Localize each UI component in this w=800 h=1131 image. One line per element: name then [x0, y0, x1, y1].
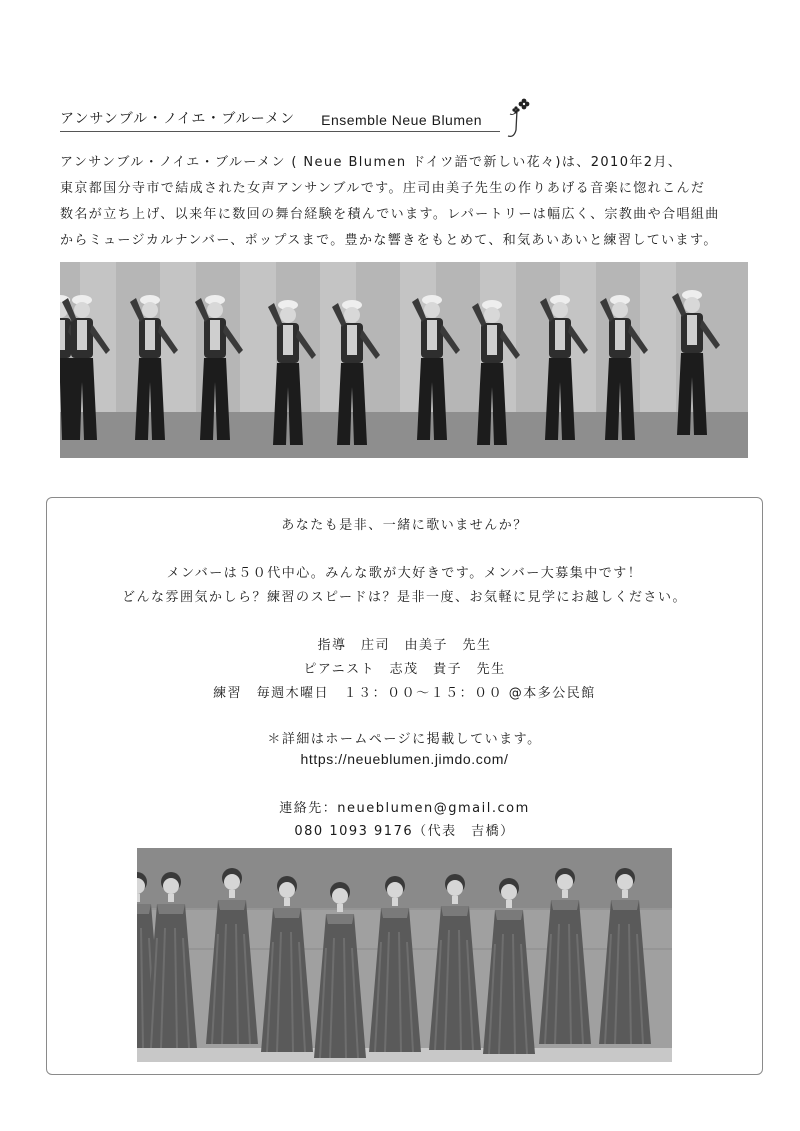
title-english: Ensemble Neue Blumen [321, 112, 483, 128]
members-text: メンバーは５０代中心。みんな歌が大好きです。メンバー大募集中です！ [166, 566, 643, 581]
website-link[interactable]: https://neueblumen.jimdo.com/ [300, 751, 509, 767]
practice-schedule: 練習 毎週木曜日 １３：００～１５：００ @本多公民館 [213, 686, 596, 701]
pianist-text: ピアニスト 志茂 貴子 先生 [303, 662, 506, 677]
page-header [60, 108, 530, 128]
choir-photo [137, 848, 672, 1062]
intro-paragraph [60, 150, 760, 254]
director-text: 指導 庄司 由美子 先生 [317, 638, 492, 653]
intro-line: からミュージカルナンバー、ポップスまで。豊かな響きをもとめて、和気あいあいと練習しています。 [60, 233, 718, 248]
title-japanese: アンサンブル・ノイエ・ブルーメン [60, 111, 296, 127]
flower-note-icon [500, 96, 536, 140]
intro-line: 数名が立ち上げ、以来年に数回の舞台経験を積んでいます。レパートリーは幅広く、宗教曲や合唱組曲 [60, 207, 720, 222]
invite-text: あなたも是非、一緒に歌いませんか？ [281, 518, 528, 533]
details-note: ＊詳細はホームページに掲載しています。 [267, 732, 542, 747]
contact-email[interactable]: 連絡先：neueblumen@gmail.com [279, 801, 530, 816]
intro-line: 東京都国分寺市で結成された女声アンサンブルです。庄司由美子先生の作りあげる音楽に惚れこんだ [60, 181, 706, 196]
header-underline [60, 131, 500, 132]
visit-text: どんな雰囲気かしら？練習のスピードは？是非一度、お気軽に見学にお越しください。 [122, 590, 687, 605]
performance-photo [60, 262, 748, 458]
intro-line: アンサンブル・ノイエ・ブルーメン ( Neue Blumen ドイツ語で新しい花々)は、2010年2月、 [60, 155, 683, 170]
contact-phone: 080 1093 9176（代表 吉橋） [294, 824, 515, 839]
